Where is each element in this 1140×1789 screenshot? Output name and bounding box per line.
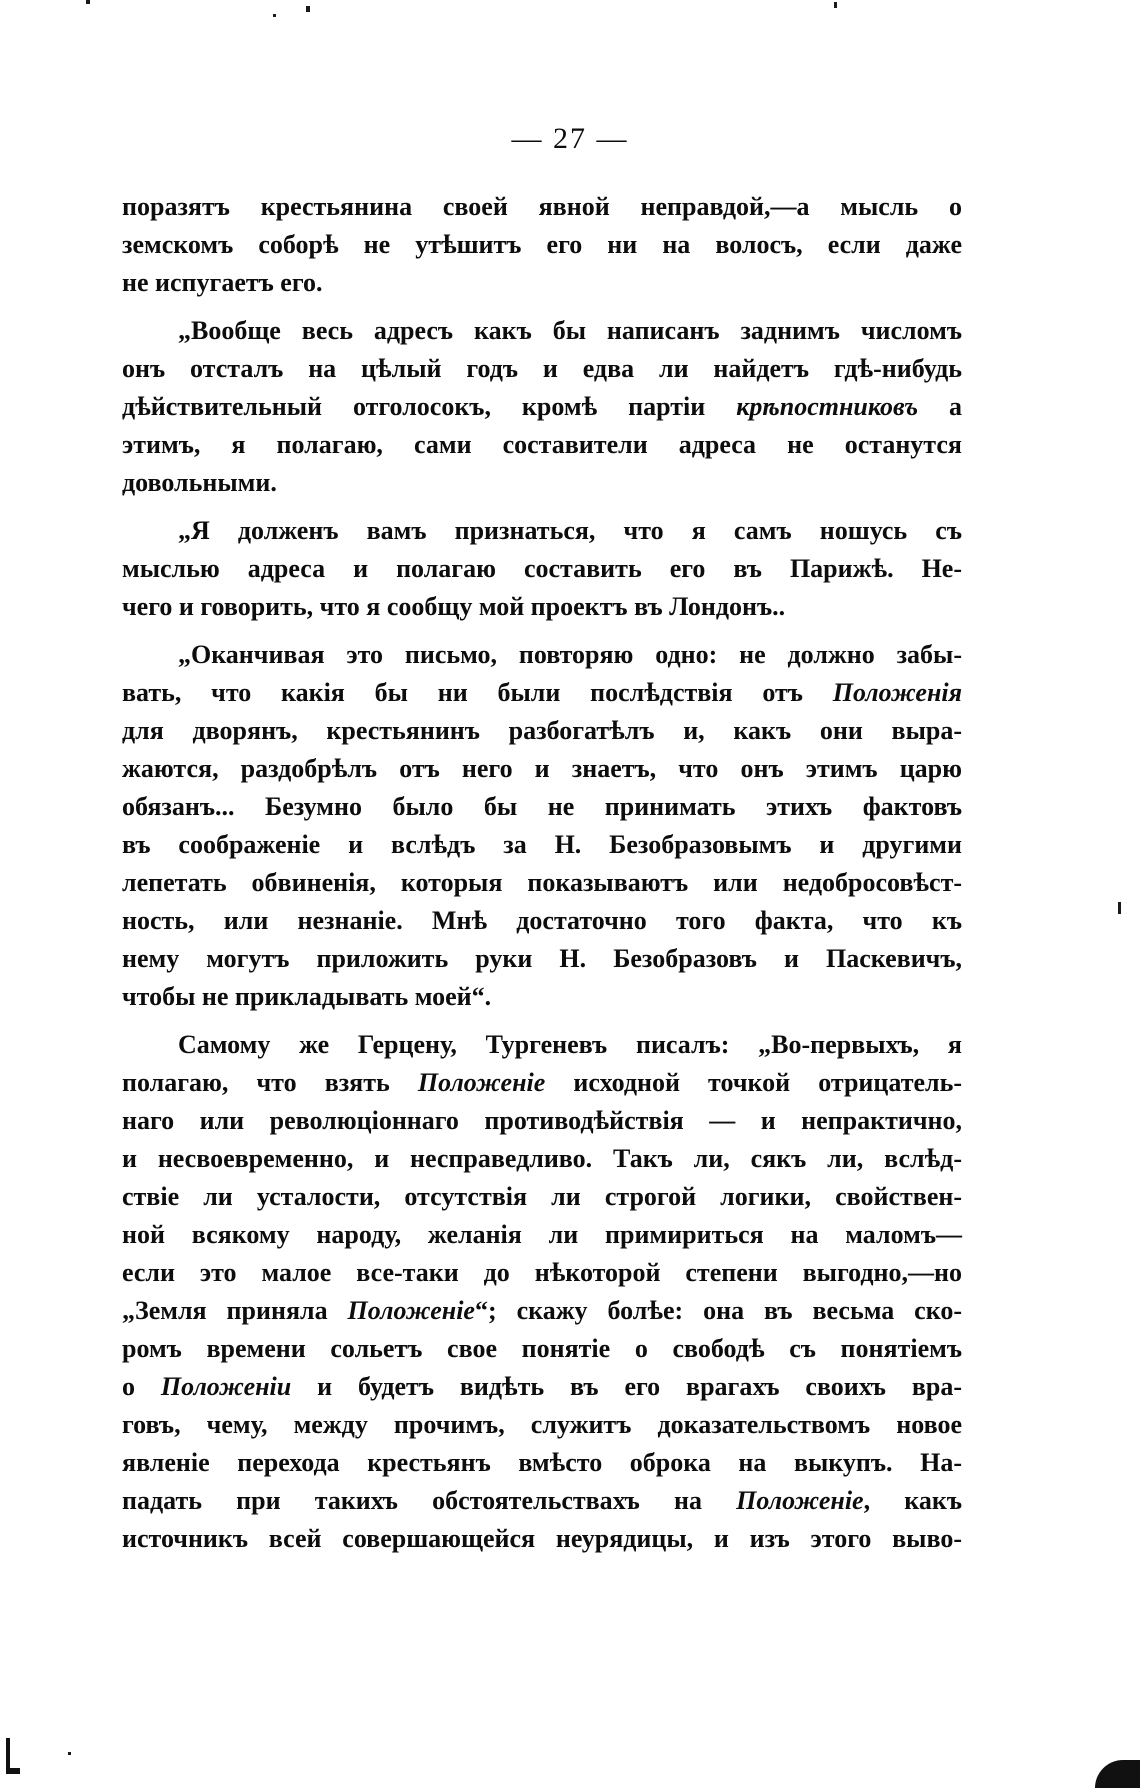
paragraph (122, 1026, 962, 1558)
text-line: мыслью адреса и полагаю составить его въ Парижѣ. Не- (122, 554, 962, 583)
text-line: о Положеніи и будетъ видѣть въ его врагахъ своихъ вра- (122, 1372, 962, 1401)
text-line: для дворянъ, крестьянинъ разбогатѣлъ и, какъ они выра- (122, 716, 962, 745)
text-line: жаются, раздобрѣлъ отъ него и знаетъ, что онъ этимъ царю (122, 754, 962, 783)
paragraph (122, 188, 962, 302)
scan-speck (834, 2, 837, 8)
text-line: „Я долженъ вамъ признаться, что я самъ ношусь съ (178, 516, 962, 545)
text-line: падать при такихъ обстоятельствахъ на Положеніе, какъ (122, 1486, 962, 1515)
italic-term: Положеніи (160, 1372, 292, 1401)
text-line: ромъ времени сольетъ свое понятіе о свободѣ съ понятіемъ (122, 1334, 962, 1363)
body-text (122, 188, 962, 1558)
text-line: этимъ, я полагаю, сами составители адреса не останутся (122, 430, 962, 459)
text-line: полагаю, что взять Положеніе исходной точкой отрицатель- (122, 1068, 962, 1097)
text-line: „Вообще весь адресъ какъ бы написанъ заднимъ числомъ (178, 316, 962, 345)
italic-term: Положеніе (736, 1486, 864, 1515)
text-line: вать, что какія бы ни были послѣдствія отъ Положенія (122, 678, 962, 707)
text-line: лепетать обвиненія, которыя показываютъ или недобросовѣст- (122, 868, 962, 897)
text-line: если это малое все-таки до нѣкоторой степени выгодно,—но (122, 1258, 962, 1287)
scan-speck (86, 0, 90, 4)
text-line: Самому же Герцену, Тургеневъ писалъ: „Во-первыхъ, я (178, 1030, 962, 1059)
text-line: чего и говорить, что я сообщу мой проектъ въ Лондонъ.. (122, 592, 786, 621)
text-line: обязанъ... Безумно было бы не принимать этихъ фактовъ (122, 792, 962, 821)
italic-term: Положеніе (347, 1296, 475, 1325)
text-line: и несвоевременно, и несправедливо. Такъ ли, сякъ ли, вслѣд- (122, 1144, 962, 1173)
page-number: — 27 — (511, 122, 629, 155)
text-line: довольными. (122, 468, 277, 497)
text-line: чтобы не прикладывать моей“. (122, 982, 492, 1011)
paragraph (122, 312, 962, 502)
scan-corner-blot (1095, 1760, 1140, 1788)
italic-term: крѣпостниковъ (736, 392, 919, 421)
text-line: не испугаетъ его. (122, 268, 323, 297)
text-line: онъ отсталъ на цѣлый годъ и едва ли найдетъ гдѣ-нибудь (122, 354, 962, 383)
scan-speck (306, 6, 310, 12)
text-line: явленіе перехода крестьянъ вмѣсто оброка на выкупъ. На- (122, 1448, 962, 1477)
paragraph (122, 512, 962, 626)
scan-speck (273, 14, 276, 17)
italic-term: Положенія (832, 678, 962, 707)
scan-edge-mark (6, 1768, 20, 1774)
text-line: нему могутъ приложить руки Н. Безобразовъ и Паскевичъ, (122, 944, 962, 973)
text-line: источникъ всей совершающейся неурядицы, и изъ этого выво- (122, 1524, 962, 1553)
text-line: ность, или незнаніе. Мнѣ достаточно того факта, что къ (122, 906, 962, 935)
text-line: дѣйствительный отголосокъ, кромѣ партіи крѣпостниковъ а (122, 392, 962, 421)
text-line: ствіе ли усталости, отсутствія ли строгой логики, свойствен- (122, 1182, 962, 1211)
paragraph (122, 636, 962, 1016)
text-line: въ соображеніе и вслѣдъ за Н. Безобразовымъ и другими (122, 830, 962, 859)
italic-term: Положеніе (417, 1068, 546, 1097)
text-line: ной всякому народу, желанія ли примириться на маломъ— (122, 1220, 962, 1249)
text-line: говъ, чему, между прочимъ, служитъ доказательствомъ новое (122, 1410, 962, 1439)
text-line: „Оканчивая это письмо, повторяю одно: не должно забы- (178, 640, 962, 669)
scan-speck (68, 1752, 71, 1755)
text-line: „Земля приняла Положеніе“; скажу болѣе: она въ весьма ско- (122, 1296, 962, 1325)
text-line: поразятъ крестьянина своей явной неправдой,—а мысль о (122, 192, 962, 221)
text-line: земскомъ соборѣ не утѣшитъ его ни на волосъ, если даже (122, 230, 962, 259)
text-line: наго или революціоннаго противодѣйствія — и непрактично, (122, 1106, 962, 1135)
scan-speck (1118, 902, 1121, 914)
